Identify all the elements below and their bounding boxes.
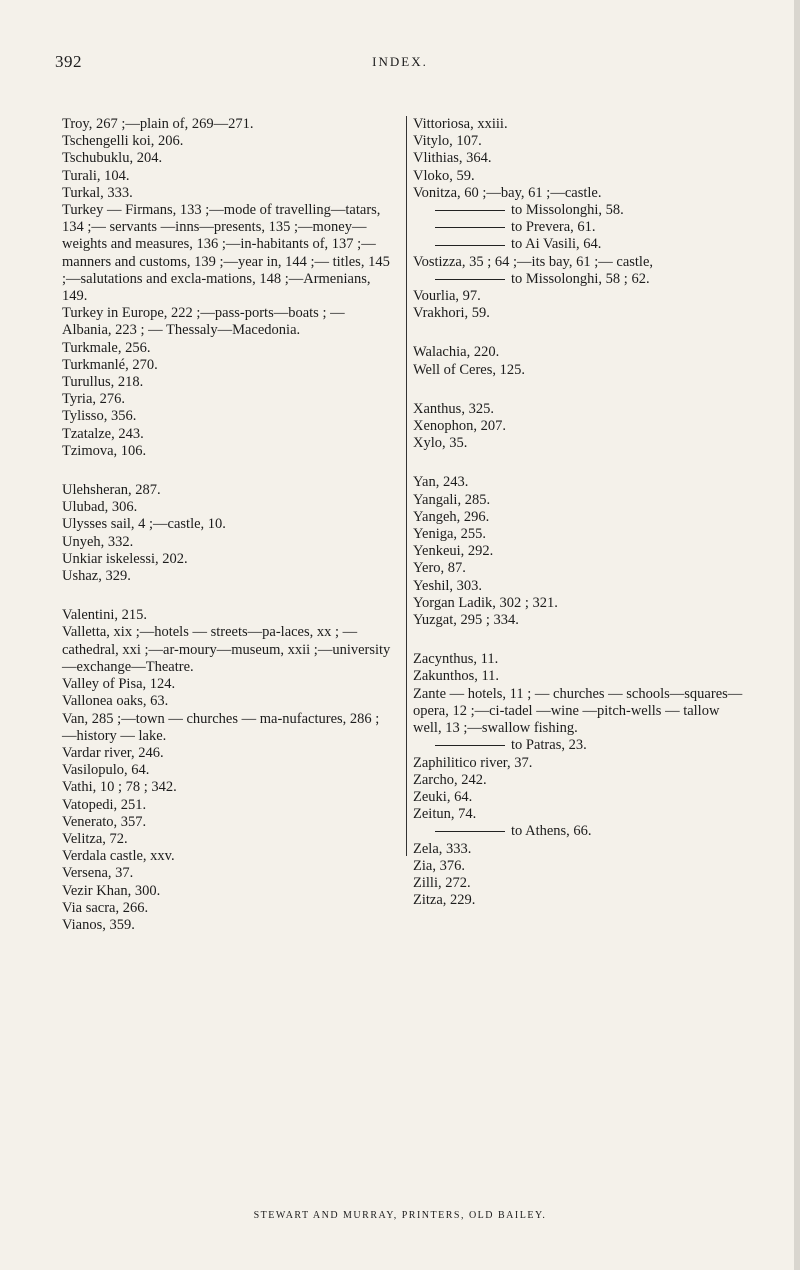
ditto-rule bbox=[435, 745, 505, 746]
index-entry bbox=[62, 762, 392, 779]
entry-text: Zante — hotels, 11 ; — churches — schools—squares—opera, 12 ;—ci-tadel —wine —pitch-wells — tallow well, 13 ;—swallow fishing. bbox=[413, 685, 743, 737]
index-entry bbox=[413, 651, 743, 668]
entry-text: Tyria, 276. bbox=[62, 391, 126, 408]
index-entry bbox=[62, 568, 392, 585]
entry-text: Xenophon, 207. bbox=[413, 418, 507, 435]
entry-text: Zaphilitico river, 37. bbox=[413, 754, 533, 771]
letter-section-gap bbox=[413, 322, 743, 344]
entry-text: Turullus, 218. bbox=[62, 374, 144, 391]
entry-text: Unyeh, 332. bbox=[62, 533, 134, 550]
index-entry bbox=[62, 133, 392, 150]
index-entry bbox=[413, 789, 743, 806]
entry-text: Vatopedi, 251. bbox=[62, 796, 147, 813]
index-entry bbox=[62, 745, 392, 762]
index-entry bbox=[62, 357, 392, 374]
entry-text: Ulysses sail, 4 ;—castle, 10. bbox=[62, 516, 226, 533]
letter-section-gap bbox=[413, 379, 743, 401]
entry-text: Turkey — Firmans, 133 ;—mode of travelling—tatars, 134 ;— servants —inns—presents, 135 ;—money— weights and measures, 136 ;—in-habitants of, 137 ;—manners and customs, 139 ;—year in, 144 ;— titles, 145 ;—salutations and excla-mations, 148 ;—Armenians, 149. bbox=[62, 202, 390, 305]
entry-text: Yeniga, 255. bbox=[413, 526, 487, 543]
index-entry bbox=[413, 133, 743, 150]
index-entry bbox=[62, 482, 392, 499]
entry-text: Tzatalze, 243. bbox=[62, 425, 144, 442]
entry-text: Vourlia, 97. bbox=[413, 288, 481, 305]
entry-text: Tzimova, 106. bbox=[62, 442, 147, 459]
index-entry bbox=[413, 305, 743, 322]
index-entry bbox=[413, 344, 743, 361]
entry-text: Vloko, 59. bbox=[413, 167, 475, 184]
entry-text: Yuzgat, 295 ; 334. bbox=[413, 612, 519, 629]
entry-text: Vrakhori, 59. bbox=[413, 305, 490, 322]
index-entry bbox=[413, 185, 743, 202]
entry-text: Turkey in Europe, 222 ;—pass-ports—boats ; — Albania, 223 ; — Thessaly—Macedonia. bbox=[62, 305, 345, 339]
index-entry bbox=[62, 676, 392, 693]
index-entry bbox=[62, 883, 392, 900]
entry-text: Vathi, 10 ; 78 ; 342. bbox=[62, 779, 177, 796]
entry-text: Vittoriosa, xxiii. bbox=[413, 116, 508, 132]
entry-text: to Missolonghi, 58. bbox=[511, 202, 624, 219]
entry-text: to Prevera, 61. bbox=[511, 219, 596, 236]
index-entry bbox=[413, 509, 743, 526]
entry-text: Vostizza, 35 ; 64 ;—its bay, 61 ;— castle, bbox=[413, 253, 654, 270]
entry-text: Tschubuklu, 204. bbox=[62, 150, 163, 167]
ditto-rule bbox=[435, 245, 505, 246]
entry-text: Tylisso, 356. bbox=[62, 408, 137, 425]
entry-text: Vonitza, 60 ;—bay, 61 ;—castle. bbox=[413, 184, 602, 201]
entry-text: to Athens, 66. bbox=[511, 823, 592, 840]
index-entry bbox=[62, 607, 392, 624]
index-entry bbox=[62, 865, 392, 882]
index-entry bbox=[413, 116, 743, 133]
entry-text: Xylo, 35. bbox=[413, 435, 468, 452]
index-entry bbox=[413, 806, 743, 823]
index-entry bbox=[413, 755, 743, 772]
index-entry bbox=[413, 841, 743, 858]
index-entry bbox=[62, 779, 392, 796]
letter-section-gap bbox=[413, 452, 743, 474]
ditto-rule bbox=[435, 831, 505, 832]
entry-text: Troy, 267 ;—plain of, 269—271. bbox=[62, 116, 254, 132]
index-column-right bbox=[406, 116, 743, 909]
entry-text: Via sacra, 266. bbox=[62, 899, 149, 916]
entry-text: Unkiar iskelessi, 202. bbox=[62, 550, 188, 567]
entry-text: Ushaz, 329. bbox=[62, 568, 131, 585]
index-entry bbox=[62, 831, 392, 848]
index-entry bbox=[413, 526, 743, 543]
index-entry bbox=[413, 578, 743, 595]
index-subentry bbox=[413, 236, 743, 253]
index-entry bbox=[62, 797, 392, 814]
entry-text: Valley of Pisa, 124. bbox=[62, 676, 176, 693]
entry-text: Tschengelli koi, 206. bbox=[62, 133, 184, 150]
index-entry bbox=[413, 492, 743, 509]
entry-text: Zakunthos, 11. bbox=[413, 668, 500, 685]
entry-text: Walachia, 220. bbox=[413, 344, 500, 361]
entry-text: Zacynthus, 11. bbox=[413, 651, 499, 668]
index-entry bbox=[62, 814, 392, 831]
entry-text: Versena, 37. bbox=[62, 865, 134, 882]
entry-text: Vardar river, 246. bbox=[62, 744, 164, 761]
index-entry bbox=[413, 772, 743, 789]
entry-text: Vitylo, 107. bbox=[413, 133, 482, 150]
entry-text: to Missolonghi, 58 ; 62. bbox=[511, 270, 650, 287]
index-entry bbox=[62, 150, 392, 167]
entry-text: Yangali, 285. bbox=[413, 491, 491, 508]
running-title: INDEX. bbox=[372, 54, 428, 69]
printer-imprint: STEWART AND MURRAY, PRINTERS, OLD BAILEY. bbox=[253, 1210, 547, 1221]
index-entry bbox=[62, 305, 392, 339]
index-entry bbox=[62, 168, 392, 185]
index-entry bbox=[62, 551, 392, 568]
entry-text: Ulehsheran, 287. bbox=[62, 482, 161, 499]
index-entry bbox=[62, 534, 392, 551]
entry-text: Yorgan Ladik, 302 ; 321. bbox=[413, 594, 558, 611]
page-number: 392 bbox=[55, 52, 82, 71]
entry-text: Van, 285 ;—town — churches — ma-nufactures, 286 ;—history — lake. bbox=[62, 710, 380, 744]
index-entry bbox=[62, 848, 392, 865]
index-entry bbox=[62, 116, 392, 133]
index-entry bbox=[413, 254, 743, 271]
index-entry bbox=[413, 560, 743, 577]
entry-text: Zeuki, 64. bbox=[413, 788, 473, 805]
index-entry bbox=[413, 474, 743, 491]
entry-text: Turkmale, 256. bbox=[62, 339, 151, 356]
entry-text: Turkal, 333. bbox=[62, 184, 133, 201]
index-entry bbox=[413, 543, 743, 560]
index-subentry bbox=[413, 202, 743, 219]
index-entry bbox=[413, 858, 743, 875]
index-entry bbox=[62, 624, 392, 676]
index-entry bbox=[413, 595, 743, 612]
entry-text: Yenkeui, 292. bbox=[413, 543, 494, 560]
entry-text: Vianos, 359. bbox=[62, 916, 135, 933]
index-entry bbox=[62, 499, 392, 516]
entry-text: to Ai Vasili, 64. bbox=[511, 236, 602, 253]
index-entry bbox=[413, 150, 743, 167]
entry-text: Well of Ceres, 125. bbox=[413, 361, 525, 378]
ditto-rule bbox=[435, 227, 505, 228]
index-entry bbox=[62, 693, 392, 710]
entry-text: Zitza, 229. bbox=[413, 892, 476, 909]
letter-section-gap bbox=[413, 629, 743, 651]
entry-text: Vezir Khan, 300. bbox=[62, 882, 161, 899]
entry-text: Yan, 243. bbox=[413, 474, 469, 491]
entry-text: Turkmanlé, 270. bbox=[62, 356, 158, 373]
entry-text: Zia, 376. bbox=[413, 857, 465, 874]
index-entry bbox=[413, 168, 743, 185]
entry-text: Zeitun, 74. bbox=[413, 806, 477, 823]
entry-text: Verdala castle, xxv. bbox=[62, 848, 175, 865]
index-entry bbox=[413, 612, 743, 629]
entry-text: Ulubad, 306. bbox=[62, 499, 138, 516]
entry-text: Zela, 333. bbox=[413, 840, 472, 857]
index-entry bbox=[413, 288, 743, 305]
index-subentry bbox=[413, 219, 743, 236]
ditto-rule bbox=[435, 279, 505, 280]
index-subentry bbox=[413, 823, 743, 840]
entry-text: Venerato, 357. bbox=[62, 813, 147, 830]
entry-text: Xanthus, 325. bbox=[413, 400, 494, 417]
index-entry bbox=[413, 686, 743, 738]
entry-text: to Patras, 23. bbox=[511, 737, 587, 754]
index-entry bbox=[62, 917, 392, 934]
entry-text: Vasilopulo, 64. bbox=[62, 762, 150, 779]
index-subentry bbox=[413, 271, 743, 288]
entry-text: Vallonea oaks, 63. bbox=[62, 693, 169, 710]
index-entry bbox=[62, 185, 392, 202]
entry-text: Valentini, 215. bbox=[62, 607, 147, 624]
ditto-rule bbox=[435, 210, 505, 211]
entry-text: Valletta, xix ;—hotels — streets—pa-laces, xx ; — cathedral, xxi ;—ar-moury—museum, xxii ;—university —exchange—Theatre. bbox=[62, 624, 391, 675]
index-entry bbox=[413, 435, 743, 452]
entry-text: Yero, 87. bbox=[413, 560, 466, 577]
index-entry bbox=[413, 418, 743, 435]
entry-text: Yangeh, 296. bbox=[413, 508, 490, 525]
index-entry bbox=[62, 408, 392, 425]
entry-text: Yeshil, 303. bbox=[413, 577, 483, 594]
entry-text: Vlithias, 364. bbox=[413, 150, 492, 167]
entry-text: Velitza, 72. bbox=[62, 830, 128, 847]
index-entry bbox=[413, 401, 743, 418]
index-entry bbox=[413, 668, 743, 685]
index-column-left bbox=[62, 116, 392, 934]
index-entry bbox=[62, 426, 392, 443]
index-entry bbox=[413, 875, 743, 892]
index-entry bbox=[413, 362, 743, 379]
entry-text: Turali, 104. bbox=[62, 167, 130, 184]
index-entry bbox=[62, 374, 392, 391]
index-entry bbox=[62, 391, 392, 408]
entry-text: Zilli, 272. bbox=[413, 874, 471, 891]
entry-text: Zarcho, 242. bbox=[413, 771, 487, 788]
page-edge bbox=[794, 0, 800, 1270]
index-entry bbox=[413, 892, 743, 909]
index-entry bbox=[62, 202, 392, 305]
index-entry bbox=[62, 900, 392, 917]
letter-section-gap bbox=[62, 585, 392, 607]
index-subentry bbox=[413, 737, 743, 754]
letter-section-gap bbox=[62, 460, 392, 482]
index-entry bbox=[62, 443, 392, 460]
index-entry bbox=[62, 711, 392, 745]
index-entry bbox=[62, 516, 392, 533]
index-entry bbox=[62, 340, 392, 357]
